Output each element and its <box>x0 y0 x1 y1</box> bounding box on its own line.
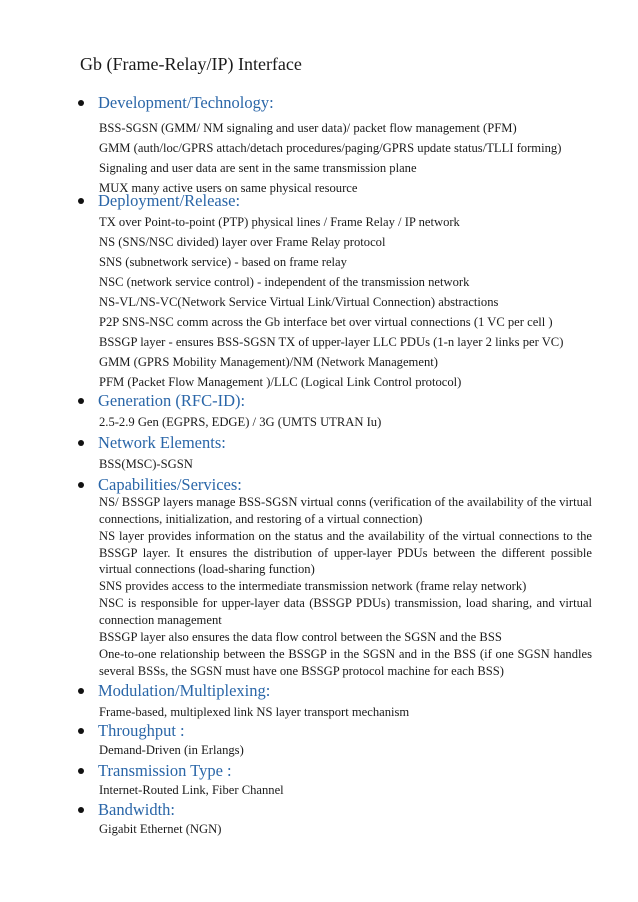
bullet-icon <box>78 482 84 488</box>
body-line: GMM (GPRS Mobility Management)/NM (Network Management) <box>99 355 438 369</box>
heading-text: Bandwidth: <box>98 800 175 819</box>
bullet-icon <box>78 398 84 404</box>
section-heading <box>78 474 242 496</box>
bullet-icon <box>78 728 84 734</box>
heading-text: Deployment/Release: <box>98 191 241 210</box>
body-paragraph: NS/ BSSGP layers manage BSS-SGSN virtual conns (verification of the availability of the virtual connections, initialization, and restoring of a virtual connection) <box>99 495 592 526</box>
body-line: Demand-Driven (in Erlangs) <box>99 743 244 757</box>
bullet-icon <box>78 198 84 204</box>
heading-text: Network Elements: <box>98 433 226 452</box>
section-heading <box>78 680 270 702</box>
section-heading <box>78 92 274 114</box>
body-line: Frame-based, multiplexed link NS layer transport mechanism <box>99 705 410 719</box>
body-line: NS-VL/NS-VC(Network Service Virtual Link/Virtual Connection) abstractions <box>99 295 499 309</box>
body-line: SNS (subnetwork service) - based on frame relay <box>99 255 347 269</box>
body-line: P2P SNS-NSC comm across the Gb interface bet over virtual connections (1 VC per cell ) <box>99 315 553 329</box>
body-line: NS (SNS/NSC divided) layer over Frame Relay protocol <box>99 235 386 249</box>
body-line: 2.5-2.9 Gen (EGPRS, EDGE) / 3G (UMTS UTRAN Iu) <box>99 415 382 429</box>
body-paragraph: One-to-one relationship between the BSSGP in the SGSN and in the BSS (if one SGSN handles several BSSs, the SGSN must have one BSSGP protocol machine for each BSS) <box>99 647 592 678</box>
bullet-icon <box>78 688 84 694</box>
body-line: TX over Point-to-point (PTP) physical lines / Frame Relay / IP network <box>99 215 460 229</box>
heading-text: Capabilities/Services: <box>98 475 242 494</box>
body-line: BSSGP layer - ensures BSS-SGSN TX of upper-layer LLC PDUs (1-n layer 2 links per VC) <box>99 335 564 349</box>
page-title: Gb (Frame-Relay/IP) Interface <box>80 54 302 74</box>
bullet-icon <box>78 768 84 774</box>
heading-text: Modulation/Multiplexing: <box>98 681 271 700</box>
body-paragraph: NS layer provides information on the status and the availability of the virtual connections to the BSSGP layer. It ensures the distribution of upper-layer PDUs between the different possible virtual connections (load-sharing function) <box>99 529 592 576</box>
bullet-icon <box>78 440 84 446</box>
body-line: BSS-SGSN (GMM/ NM signaling and user data)/ packet flow management (PFM) <box>99 121 517 135</box>
body-line: GMM (auth/loc/GPRS attach/detach procedures/paging/GPRS update status/TLLI forming) <box>99 141 562 155</box>
body-line: MUX many active users on same physical resource <box>99 181 358 195</box>
body-paragraph: SNS provides access to the intermediate transmission network (frame relay network) <box>99 579 527 593</box>
heading-text: Transmission Type : <box>98 761 232 780</box>
section-heading <box>78 190 240 212</box>
body-line: PFM (Packet Flow Management )/LLC (Logical Link Control protocol) <box>99 375 462 389</box>
body-line: Internet-Routed Link, Fiber Channel <box>99 783 284 797</box>
heading-text: Generation (RFC-ID): <box>98 391 246 410</box>
heading-text: Development/Technology: <box>98 93 274 112</box>
body-line: Gigabit Ethernet (NGN) <box>99 822 222 836</box>
heading-text: Throughput : <box>98 721 185 740</box>
section-heading <box>78 390 245 412</box>
body-line: Signaling and user data are sent in the same transmission plane <box>99 161 417 175</box>
section-heading <box>78 760 232 782</box>
section-heading <box>78 432 226 454</box>
section-heading <box>78 799 175 821</box>
section-heading <box>78 720 185 742</box>
body-line: NSC (network service control) - independent of the transmission network <box>99 275 470 289</box>
body-line: BSS(MSC)-SGSN <box>99 457 193 471</box>
bullet-icon <box>78 807 84 813</box>
bullet-icon <box>78 100 84 106</box>
body-paragraph: BSSGP layer also ensures the data flow control between the SGSN and the BSS <box>99 630 502 644</box>
body-paragraph: NSC is responsible for upper-layer data (BSSGP PDUs) transmission, load sharing, and virtual connection management <box>99 596 592 627</box>
